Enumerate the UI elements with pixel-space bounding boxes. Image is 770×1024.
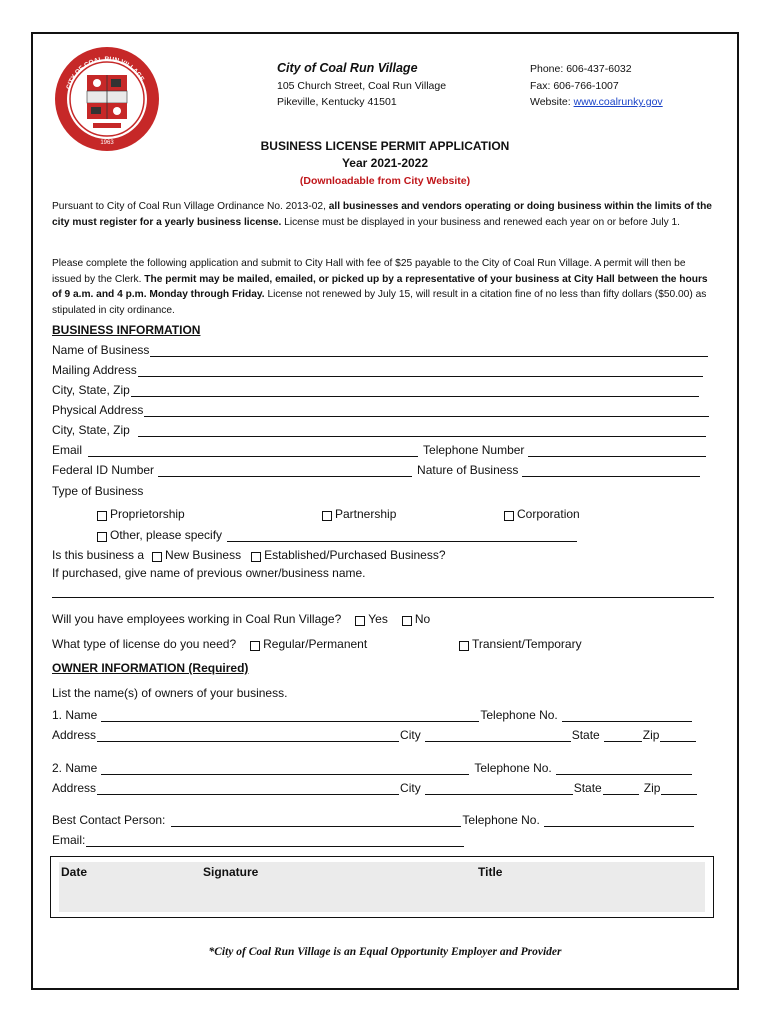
owner-1-tel-label: Telephone No. <box>480 708 558 722</box>
checkbox-established[interactable] <box>251 552 261 562</box>
business-name-field <box>52 343 709 357</box>
form-title: BUSINESS LICENSE PERMIT APPLICATION <box>260 139 510 153</box>
email-input[interactable] <box>88 445 418 457</box>
owner-2-zip-label: Zip <box>643 781 661 795</box>
mailing-address-field <box>52 363 704 377</box>
checkbox-no[interactable] <box>402 616 412 626</box>
city-state-zip-1-label: City, State, Zip <box>52 383 130 397</box>
checkbox-new-business[interactable] <box>152 552 162 562</box>
license-label: What type of license do you need? <box>52 637 237 651</box>
if-purchased-label: If purchased, give name of previous owner/business name. <box>52 566 366 580</box>
opt-partnership[interactable] <box>322 507 396 521</box>
business-name-input[interactable] <box>150 345 708 357</box>
fax: Fax: 606-766-1007 <box>530 80 619 92</box>
owner-2-address-input[interactable] <box>97 783 399 795</box>
partnership-label: Partnership <box>335 507 397 521</box>
seal-arc-text: CITY OF COAL RUN VILLAGE <box>65 55 146 91</box>
nature-input[interactable] <box>522 465 700 477</box>
owner-2-state-input[interactable] <box>603 783 639 795</box>
proprietorship-label: Proprietorship <box>110 507 185 521</box>
employees-label: Will you have employees working in Coal Run Village? <box>52 612 342 626</box>
checkbox-regular[interactable] <box>250 641 260 651</box>
business-info-heading: BUSINESS INFORMATION <box>52 323 201 337</box>
federal-id-input[interactable] <box>158 465 412 477</box>
checkbox-proprietorship[interactable] <box>97 511 107 521</box>
owner-2-address-field <box>52 781 698 795</box>
federal-id-field <box>52 463 701 477</box>
owner-2-state-label: State <box>573 781 602 795</box>
owner-2-name-label: 2. Name <box>52 761 98 775</box>
owner-2-tel-input[interactable] <box>556 763 692 775</box>
checkbox-partnership[interactable] <box>322 511 332 521</box>
city-state-zip-2-label: City, State, Zip <box>52 423 130 437</box>
license-question <box>52 637 367 651</box>
previous-owner-input[interactable] <box>52 597 714 598</box>
no-label: No <box>414 612 431 626</box>
city-name: City of Coal Run Village <box>277 61 418 75</box>
intro-p1-bold: all businesses and vendors operating or doing business within the limits of the city must register for a yearly business license. <box>52 201 712 228</box>
signature-box <box>50 856 714 918</box>
owner-1-city-input[interactable] <box>425 730 571 742</box>
owner-1-name-field <box>52 708 693 722</box>
owner-1-address-input[interactable] <box>97 730 399 742</box>
address-line-1: 105 Church Street, Coal Run Village <box>277 80 447 92</box>
physical-address-input[interactable] <box>144 405 709 417</box>
physical-address-label: Physical Address <box>52 403 144 417</box>
website-link[interactable]: www.coalrunky.gov <box>573 96 663 108</box>
owner-1-name-input[interactable] <box>101 710 479 722</box>
mailing-address-label: Mailing Address <box>52 363 137 377</box>
owner-info-heading: OWNER INFORMATION (Required) <box>52 661 249 675</box>
owner-2-name-field <box>52 761 693 775</box>
website <box>530 96 663 108</box>
type-of-business-label: Type of Business <box>52 484 144 498</box>
opt-other <box>97 528 578 542</box>
form-year: Year 2021-2022 <box>341 156 429 170</box>
seal-year: 1963 <box>100 140 114 146</box>
owner-1-state-input[interactable] <box>604 730 642 742</box>
owner-2-address-label: Address <box>52 781 97 795</box>
intro-paragraph-1 <box>52 199 717 230</box>
owner-2-tel-label: Telephone No. <box>474 761 552 775</box>
checkbox-transient[interactable] <box>459 641 469 651</box>
telephone-input[interactable] <box>528 445 706 457</box>
regular-label: Regular/Permanent <box>263 637 368 651</box>
owner-2-zip-input[interactable] <box>661 783 697 795</box>
email-field <box>52 443 707 457</box>
checkbox-other[interactable] <box>97 532 107 542</box>
owner-email-label: Email: <box>52 833 86 847</box>
federal-id-label: Federal ID Number <box>52 463 155 477</box>
footer-eoe: *City of Coal Run Village is an Equal Opportunity Employer and Provider <box>208 946 562 958</box>
checkbox-yes[interactable] <box>355 616 365 626</box>
transient-label: Transient/Temporary <box>472 637 582 651</box>
business-name-label: Name of Business <box>52 343 150 357</box>
best-contact-label: Best Contact Person: <box>52 813 166 827</box>
owner-2-city-input[interactable] <box>425 783 573 795</box>
opt-transient[interactable] <box>459 637 582 651</box>
telephone-label: Telephone Number <box>423 443 525 457</box>
owner-1-zip-input[interactable] <box>660 730 696 742</box>
business-status-question <box>52 548 446 562</box>
owner-email-field <box>52 833 465 847</box>
yes-label: Yes <box>368 612 388 626</box>
owner-1-tel-input[interactable] <box>562 710 692 722</box>
best-contact-input[interactable] <box>171 815 461 827</box>
established-label: Established/Purchased Business? <box>264 548 446 562</box>
corporation-label: Corporation <box>517 507 580 521</box>
owner-1-zip-label: Zip <box>642 728 660 742</box>
other-label: Other, please specify <box>110 528 223 542</box>
intro-paragraph-2 <box>52 256 717 318</box>
intro-p2-tail: License not renewed by July 15, will result in a citation fine of no less than fifty dollars ($50.00) as stipulated in city ordinance. <box>52 289 707 316</box>
title-header: Title <box>478 865 503 879</box>
intro-p2-text: Please complete the following application and submit to City Hall with fee of $25 payable to the City of Coal Run Village. A permit will then be issued by the Clerk. <box>52 258 686 285</box>
owner-1-name-label: 1. Name <box>52 708 98 722</box>
city-state-zip-1-field <box>52 383 700 397</box>
website-label: Website: <box>530 96 574 108</box>
intro-p1-tail: License must be displayed in your business and renewed each year on or before July 1. <box>281 216 681 228</box>
email-label: Email <box>52 443 83 457</box>
nature-label: Nature of Business <box>417 463 519 477</box>
best-contact-tel-input[interactable] <box>544 815 694 827</box>
owner-1-address-field <box>52 728 697 742</box>
other-specify-input[interactable] <box>227 530 577 542</box>
owner-2-city-label: City <box>400 781 421 795</box>
address-line-2: Pikeville, Kentucky 41501 <box>277 96 397 108</box>
city-state-zip-2-input[interactable] <box>138 425 706 437</box>
date-header: Date <box>61 865 88 879</box>
employees-question <box>52 612 430 626</box>
owner-1-address-label: Address <box>52 728 97 742</box>
best-contact-field <box>52 813 695 827</box>
signature-header: Signature <box>203 865 259 879</box>
best-contact-tel-label: Telephone No. <box>462 813 540 827</box>
is-this-business-label: Is this business a <box>52 548 145 562</box>
signature-fill-area[interactable] <box>59 862 705 912</box>
download-note: (Downloadable from City Website) <box>299 175 471 187</box>
city-state-zip-2-field <box>52 423 707 437</box>
intro-p2-bold: The permit may be mailed, emailed, or picked up by a representative of your business at City Hall between the hours of 9 a.m. and 4 p.m. Monday through Friday. <box>52 273 708 300</box>
list-owners-label: List the name(s) of owners of your business. <box>52 686 288 700</box>
owner-1-state-label: State <box>571 728 600 742</box>
city-state-zip-1-input[interactable] <box>131 385 699 397</box>
physical-address-field <box>52 403 710 417</box>
owner-email-input[interactable] <box>86 835 464 847</box>
owner-2-name-input[interactable] <box>101 763 469 775</box>
checkbox-corporation[interactable] <box>504 511 514 521</box>
opt-proprietorship[interactable] <box>97 507 185 521</box>
new-business-label: New Business <box>165 548 242 562</box>
intro-p1-text: Pursuant to City of Coal Run Village Ordinance No. 2013-02, <box>52 201 329 212</box>
phone: Phone: 606-437-6032 <box>530 63 632 75</box>
opt-corporation[interactable] <box>504 507 580 521</box>
city-seal-logo <box>53 45 161 153</box>
mailing-address-input[interactable] <box>138 365 703 377</box>
owner-1-city-label: City <box>400 728 421 742</box>
